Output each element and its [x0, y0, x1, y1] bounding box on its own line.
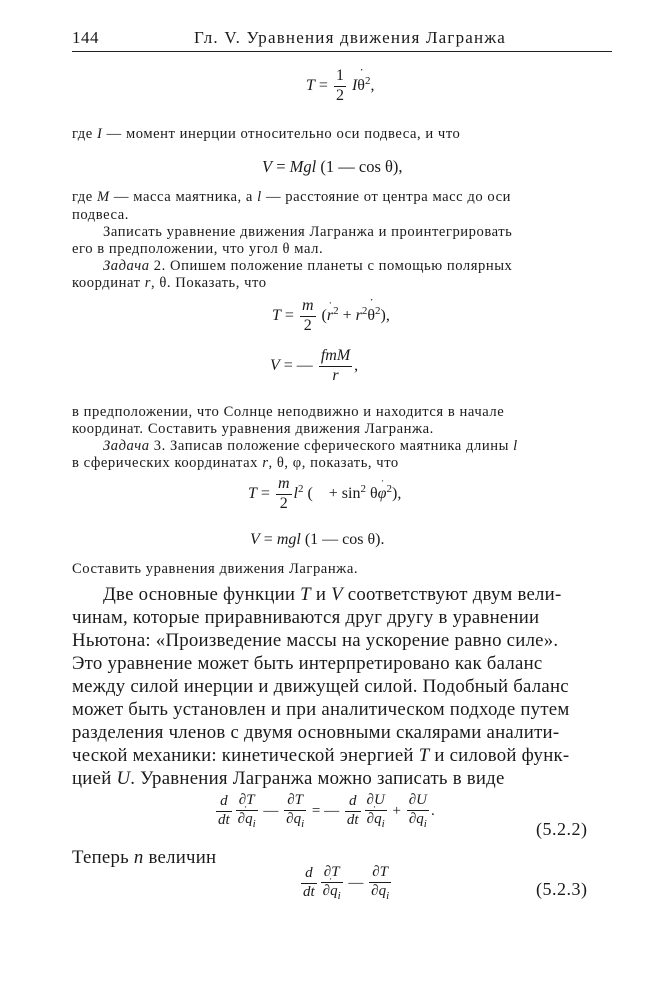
body-line: чинам, которые приравниваются друг другу в уравнении — [72, 607, 540, 628]
body-line: Две основные функции T и V соответствуют двум вели- — [103, 584, 562, 605]
fraction-one-half: $\frac{1}{2}$ — [335, 67, 344, 104]
equation-potential-energy-planet: V = — $\frac{\text{fmM}}{r}$ , — [270, 347, 359, 384]
problem-label: Задача — [103, 438, 150, 454]
text-line: подвеса. — [72, 207, 129, 223]
body-line: цией U. Уравнения Лагранжа можно записать в виде — [72, 768, 505, 789]
body-line: может быть установлен и при аналитическом подходе путем — [72, 699, 570, 720]
running-title: Гл. V. Уравнения движения Лагранжа — [194, 28, 507, 47]
text-line: его в предположении, что угол θ мал. — [72, 241, 324, 257]
equation-potential-energy-pendulum: V = Mgl (1 — cos θ), — [262, 157, 403, 176]
text-line: координат r, θ. Показать, что — [72, 275, 267, 291]
equation-5-2-2: $\frac{d}{dt}$ $\frac{\partial T}{\partial q ˙_i}$ — $\frac{\partial T}{\partial q_i}$ = — $\frac{d}{dt}$ $\frac{\partial U}{\partial q ˙_i}$ + $\frac{\partial U}{\partial q_i}$ . — [214, 793, 435, 830]
equation-kinetic-energy-pendulum: T = $\frac{1}{2}$ Iθ ˙$^2$, — [306, 68, 374, 105]
text-line: где M — масса маятника, а l — расстояние от центра масс до оси — [72, 189, 512, 205]
text-line: координат. Составить уравнения движения Лагранжа. — [72, 421, 434, 437]
text-line: Составить уравнения движения Лагранжа. — [72, 561, 359, 577]
body-line: Это уравнение может быть интерпретировано как баланс — [72, 653, 543, 674]
text-line: в предположении, что Солнце неподвижно и находится в начале — [72, 404, 505, 420]
text-line: Записать уравнение движения Лагранжа и проинтегрировать — [103, 224, 513, 240]
body-line: Теперь n величин — [72, 847, 217, 868]
problem-3-heading: Задача 3. Записав положение сферического маятника длины l — [103, 438, 518, 454]
equation-kinetic-energy-spherical: T = $\frac{m}{2}$ $l^2$ ( + $\sin^2 \theta\varphi$ ˙$^2$), — [248, 476, 401, 513]
equation-number-5-2-2: (5.2.2) — [536, 819, 588, 839]
body-line: ческой механики: кинетической энергией T и силовой функ- — [72, 745, 570, 766]
equation-potential-energy-spherical: V = mgl (1 — cos θ). — [250, 531, 385, 548]
body-line: Ньютона: «Произведение массы на ускорение равно силе». — [72, 630, 559, 651]
equation-number-5-2-3: (5.2.3) — [536, 879, 588, 899]
problem-2-heading: Задача 2. Опишем положение планеты с помощью полярных — [103, 258, 513, 274]
page-number: 144 — [72, 28, 99, 47]
body-line: разделения членов с двумя основными скалярами аналити- — [72, 722, 560, 743]
problem-label: Задача — [103, 258, 150, 274]
header-rule — [72, 51, 612, 52]
body-line: между силой инерции и движущей силой. Подобный баланс — [72, 676, 569, 697]
equation-5-2-3: $\frac{d}{dt}$ $\frac{\partial T}{\partial q ˙_i}$ — $\frac{\partial T}{\partial q_i}$ — [299, 865, 393, 902]
text-line: в сферических координатах r, θ, φ, показать, что — [72, 455, 399, 471]
equation-kinetic-energy-planet: T = $\frac{m}{2}$ (r ˙$^2$ + $r^2\theta$ ˙$^2$), — [272, 298, 390, 335]
text-line: где I — момент инерции относительно оси подвеса, и что — [72, 126, 461, 142]
running-header — [72, 28, 612, 52]
